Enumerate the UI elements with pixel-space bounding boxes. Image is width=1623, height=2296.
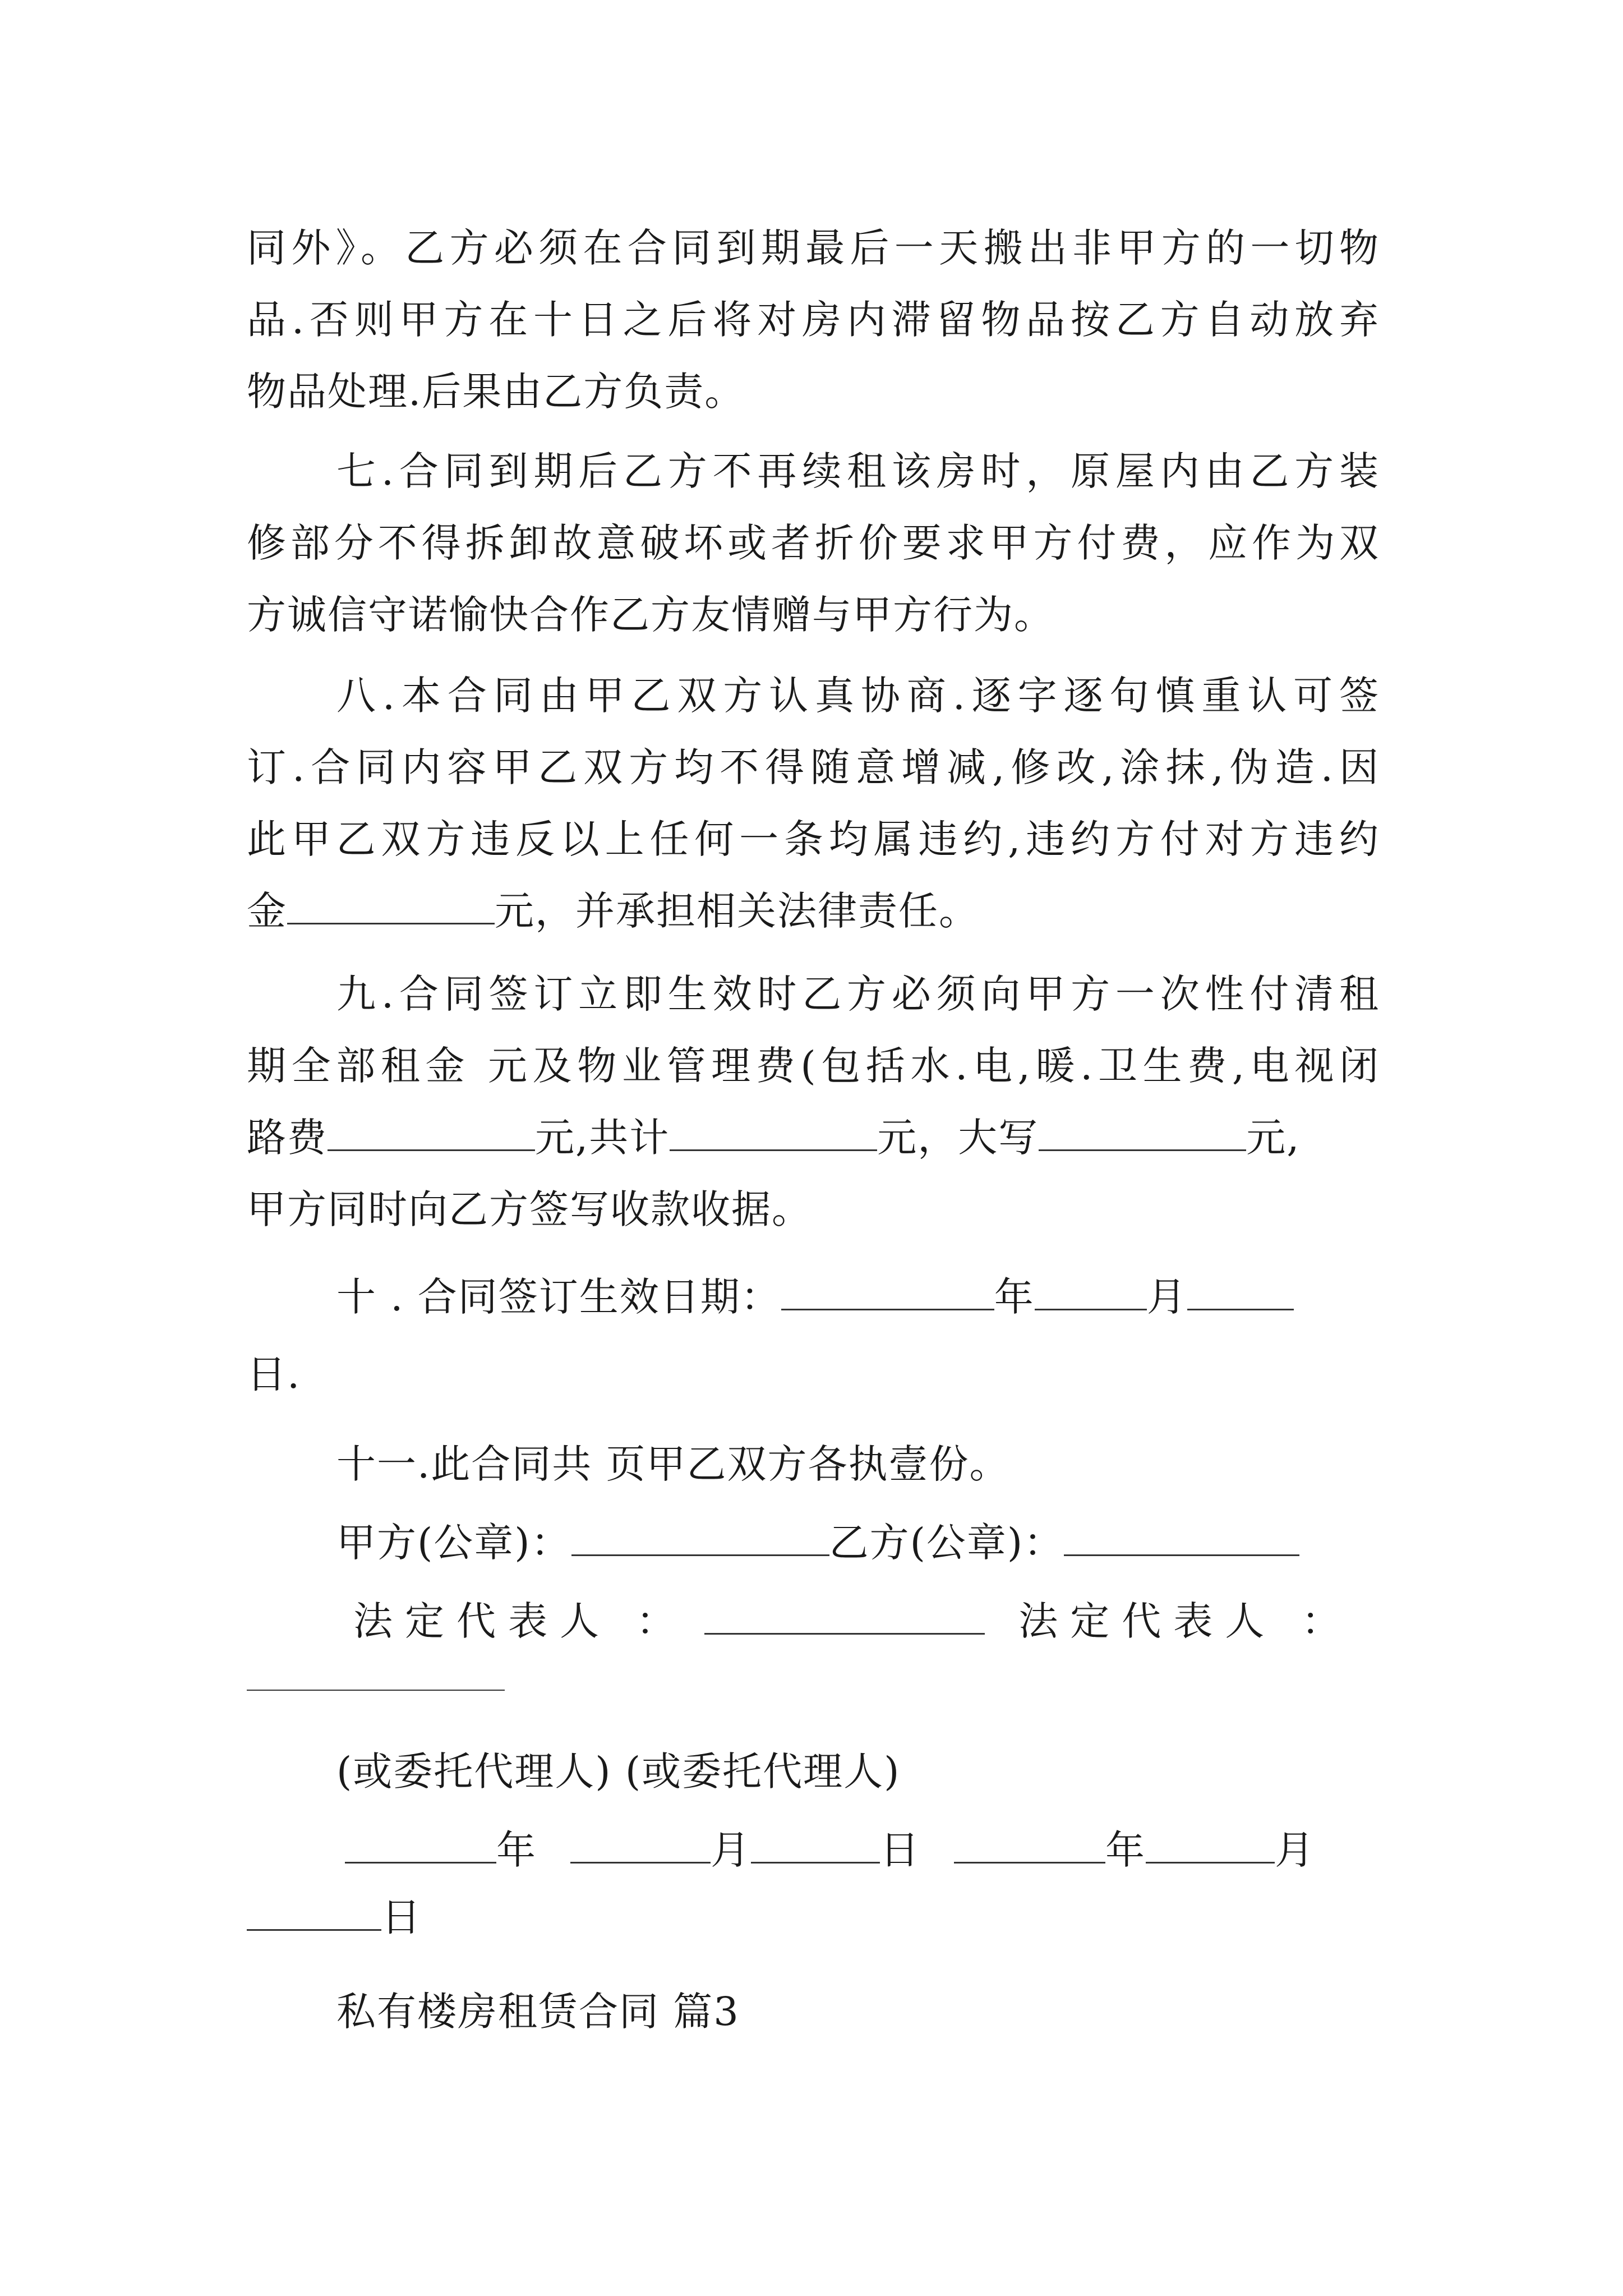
legal-rep-label-a: 法定代表人 ： bbox=[353, 1598, 688, 1644]
paragraph-line: 方诚信守诺愉快合作乙方友情赠与甲方行为。 bbox=[247, 592, 1054, 638]
day-blank[interactable] bbox=[751, 1826, 880, 1864]
clause-10-line bbox=[336, 1269, 1469, 1325]
year-blank[interactable] bbox=[781, 1273, 994, 1310]
text-fragment: 金 bbox=[247, 888, 287, 934]
day-blank[interactable] bbox=[247, 1893, 381, 1931]
paragraph-line bbox=[247, 1110, 1380, 1166]
signature-date-line bbox=[345, 1822, 1478, 1878]
month-blank[interactable] bbox=[1146, 1826, 1275, 1864]
party-seal-line bbox=[336, 1515, 1469, 1571]
signature-date-line bbox=[247, 1889, 1380, 1945]
text-fragment: 年 bbox=[496, 1827, 537, 1873]
text-fragment: 元，大写 bbox=[877, 1115, 1039, 1161]
paragraph-line: 修部分不得拆卸故意破坏或者折价要求甲方付费，应作为双 bbox=[247, 520, 1380, 566]
legal-rep-blank-line bbox=[247, 1649, 1380, 1705]
party-a-label: 甲方(公章)： bbox=[336, 1520, 571, 1566]
party-b-label: 乙方(公章)： bbox=[829, 1520, 1064, 1566]
section-title: 私有楼房租赁合同 篇3 bbox=[336, 1989, 740, 2035]
legal-rep-blank[interactable] bbox=[247, 1654, 505, 1691]
paragraph-line: 日. bbox=[247, 1351, 301, 1397]
legal-rep-blank[interactable] bbox=[704, 1597, 985, 1635]
paragraph-line: 甲方同时向乙方签写收款收据。 bbox=[247, 1186, 812, 1232]
day-blank[interactable] bbox=[1187, 1273, 1294, 1310]
party-a-blank[interactable] bbox=[571, 1519, 829, 1556]
party-b-blank[interactable] bbox=[1064, 1519, 1299, 1556]
text-fragment: 年 bbox=[994, 1274, 1035, 1320]
paragraph-line bbox=[247, 883, 1380, 939]
text-fragment: 日 bbox=[880, 1827, 920, 1873]
text-fragment: 月 bbox=[1146, 1274, 1187, 1320]
blank-field[interactable] bbox=[1039, 1114, 1246, 1151]
text-fragment: 月 bbox=[1275, 1827, 1315, 1873]
text-fragment: 元,共计 bbox=[535, 1115, 670, 1161]
clause-8-line: 八.本合同由甲乙双方认真协商.逐字逐句慎重认可签 bbox=[336, 673, 1380, 719]
agent-line: (或委托代理人) (或委托代理人) bbox=[336, 1749, 901, 1795]
year-blank[interactable] bbox=[345, 1826, 496, 1864]
legal-rep-label-b: 法定代表人 ： bbox=[1018, 1598, 1353, 1644]
month-blank[interactable] bbox=[1035, 1273, 1147, 1310]
text-fragment: 月 bbox=[711, 1827, 751, 1873]
text-fragment: 元，并承担相关法律责任。 bbox=[495, 888, 979, 934]
paragraph-line: 品.否则甲方在十日之后将对房内滞留物品按乙方自动放弃 bbox=[247, 297, 1380, 343]
clause-11-line: 十一.此合同共 页甲乙双方各执壹份。 bbox=[336, 1441, 1010, 1487]
legal-rep-line bbox=[353, 1593, 1486, 1649]
clause-9-line: 九.合同签订立即生效时乙方必须向甲方一次性付清租 bbox=[336, 971, 1380, 1017]
paragraph-line: 订.合同内容甲乙双方均不得随意增减,修改,涂抹,伪造.因 bbox=[247, 744, 1380, 790]
text-fragment: 十 . 合同签订生效日期： bbox=[336, 1274, 781, 1320]
clause-7-line: 七.合同到期后乙方不再续租该房时，原屋内由乙方装 bbox=[336, 448, 1380, 494]
paragraph-line: 期全部租金 元及物业管理费(包括水.电,暖.卫生费,电视闭 bbox=[247, 1043, 1380, 1089]
text-fragment: 日 bbox=[381, 1894, 422, 1940]
blank-field[interactable] bbox=[287, 887, 495, 924]
text-fragment: 路费 bbox=[247, 1115, 328, 1161]
paragraph-line: 物品处理.后果由乙方负责。 bbox=[247, 369, 745, 415]
year-blank[interactable] bbox=[954, 1826, 1105, 1864]
text-fragment: 年 bbox=[1105, 1827, 1146, 1873]
blank-field[interactable] bbox=[670, 1114, 877, 1151]
blank-field[interactable] bbox=[328, 1114, 535, 1151]
paragraph-line: 此甲乙双方违反以上任何一条均属违约,违约方付对方违约 bbox=[247, 816, 1380, 862]
paragraph-line: 同外》。乙方必须在合同到期最后一天搬出非甲方的一切物 bbox=[247, 225, 1380, 271]
month-blank[interactable] bbox=[570, 1826, 711, 1864]
text-fragment: 元, bbox=[1246, 1115, 1301, 1161]
